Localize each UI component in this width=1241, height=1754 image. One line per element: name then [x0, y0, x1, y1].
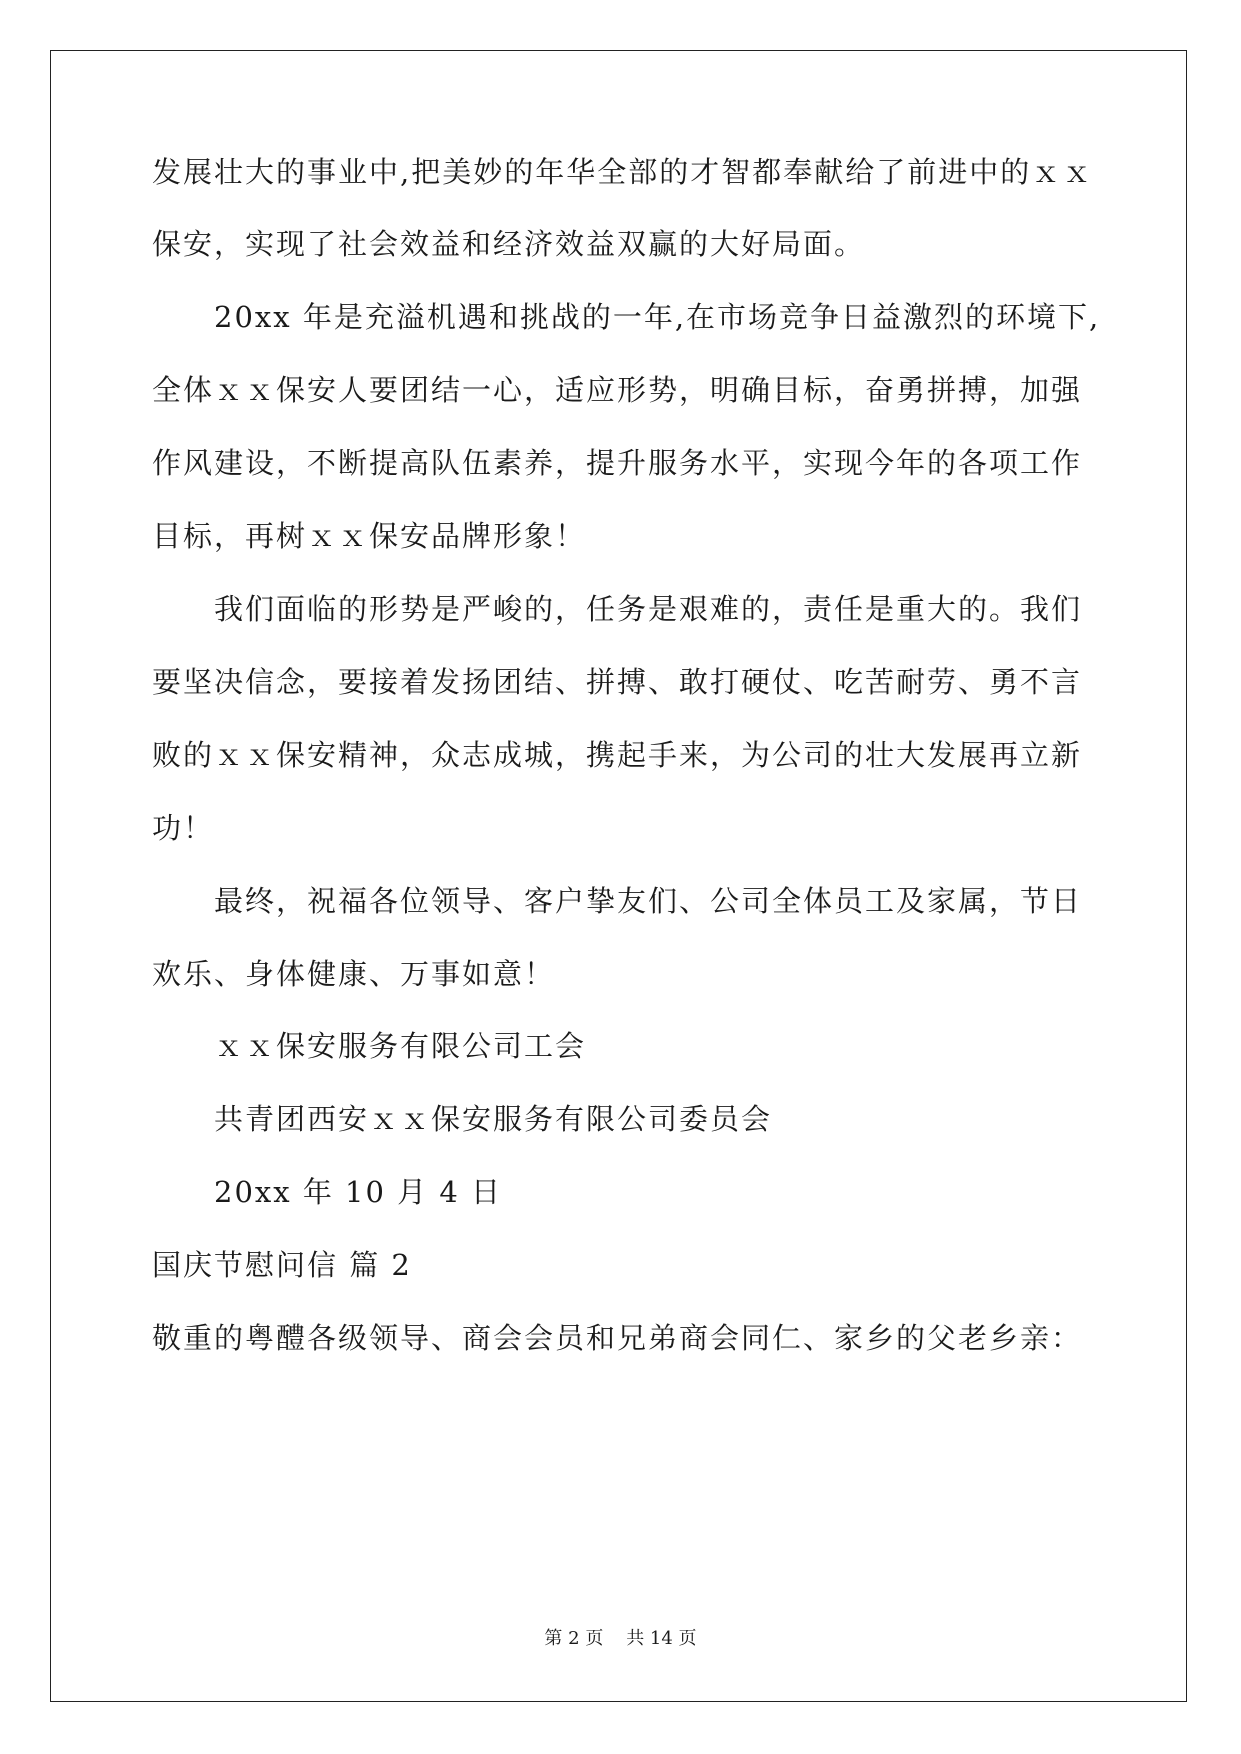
body-text-line: 功！ — [152, 811, 215, 845]
salutation-line: 敬重的粤醴各级领导、商会会员和兄弟商会同仁、家乡的父老乡亲： — [152, 1321, 1083, 1355]
body-text-line: 败的ｘｘ保安精神，众志成城，携起手来，为公司的壮大发展再立新 — [152, 738, 1083, 772]
body-text-line: 欢乐、身体健康、万事如意！ — [152, 957, 556, 991]
paragraph-first-line: 我们面临的形势是严峻的，任务是艰难的，责任是重大的。我们 — [214, 592, 1083, 626]
signature-organization: ｘｘ保安服务有限公司工会 — [214, 1029, 587, 1063]
body-text-line: 作风建设，不断提高队伍素养，提升服务水平，实现今年的各项工作 — [152, 446, 1083, 480]
body-text-line: 要坚决信念，要接着发扬团结、拼搏、敢打硬仗、吃苦耐劳、勇不言 — [152, 665, 1083, 699]
paragraph-first-line: 20xx 年是充溢机遇和挑战的一年,在市场竞争日益激烈的环境下, — [214, 300, 1101, 334]
section-heading: 国庆节慰问信 篇 2 — [152, 1248, 412, 1282]
page-number-footer: 第 2 页 共 14 页 — [544, 1628, 697, 1649]
body-text-line: 目标，再树ｘｘ保安品牌形象！ — [152, 519, 587, 553]
body-text-line: 保安，实现了社会效益和经济效益双赢的大好局面。 — [152, 227, 866, 261]
signature-organization: 共青团西安ｘｘ保安服务有限公司委员会 — [214, 1102, 773, 1136]
paragraph-first-line: 最终，祝福各位领导、客户挚友们、公司全体员工及家属，节日 — [214, 884, 1083, 918]
body-text-line: 全体ｘｘ保安人要团结一心，适应形势，明确目标，奋勇拼搏，加强 — [152, 373, 1083, 407]
body-text-line: 发展壮大的事业中,把美妙的年华全部的才智都奉献给了前进中的ｘｘ — [152, 155, 1094, 189]
signature-date: 20xx 年 10 月 4 日 — [214, 1175, 503, 1209]
